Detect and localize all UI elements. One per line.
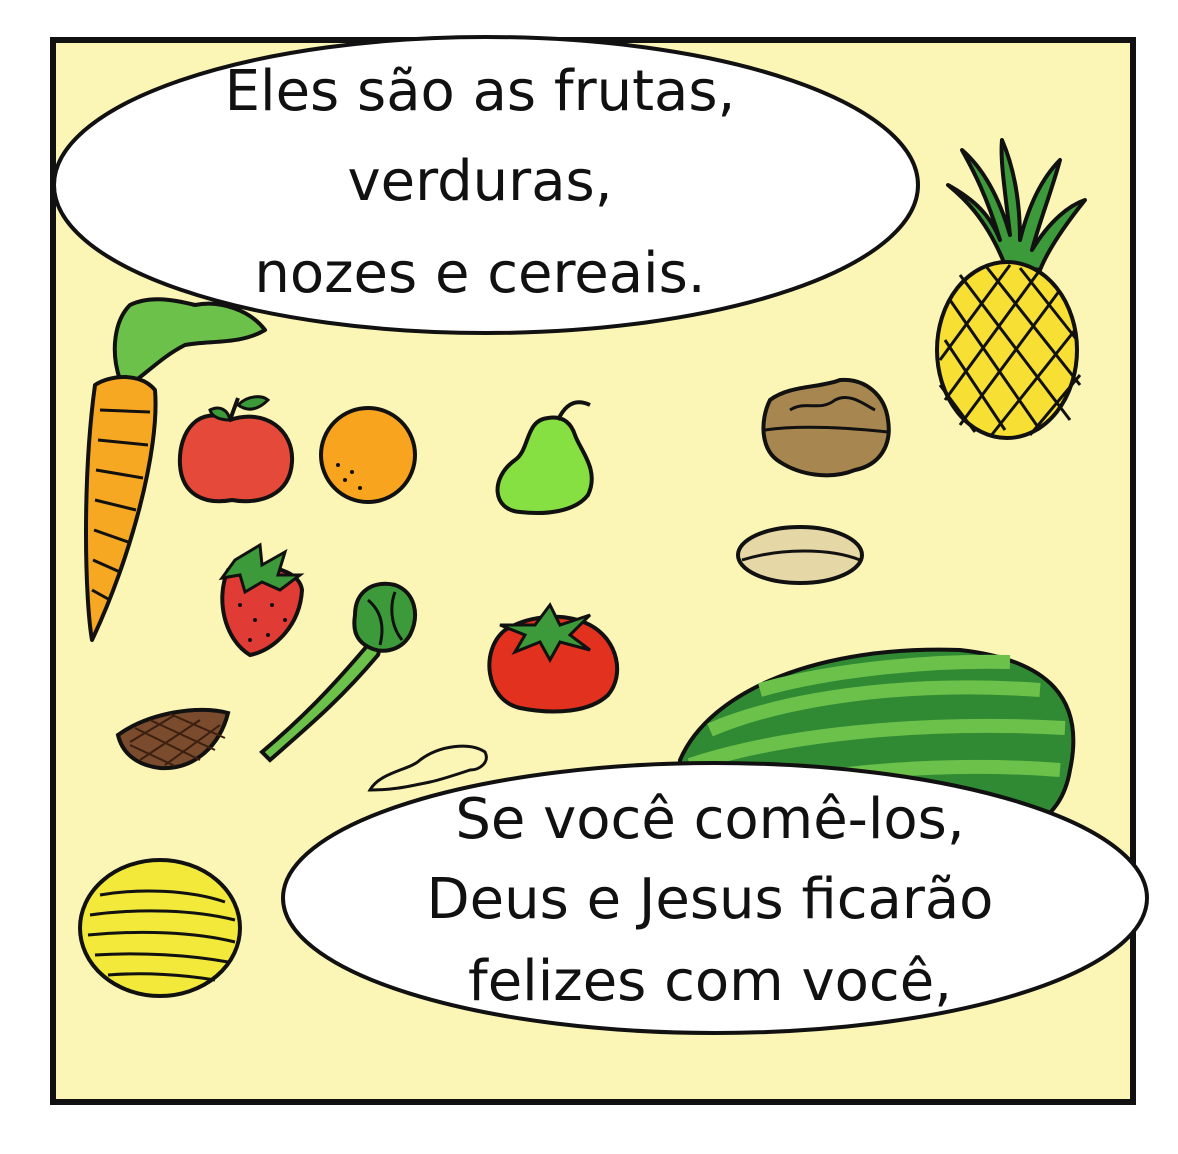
- bubble-top-line-2: verduras,: [347, 149, 613, 214]
- walnut-icon: [763, 380, 888, 475]
- bubble-top-line-1: Eles são as frutas,: [224, 59, 736, 124]
- speech-bubble-top: [54, 37, 918, 333]
- bubble-bottom-line-2: Deus e Jesus ficarão: [426, 867, 994, 932]
- bubble-top-line-3: nozes e cereais.: [254, 241, 706, 306]
- orange-icon: [321, 408, 415, 502]
- bubble-bottom-line-1: Se você comê-los,: [455, 787, 965, 852]
- melon-icon: [80, 860, 240, 996]
- pistachio-icon: [738, 527, 862, 583]
- bubble-bottom-line-3: felizes com você,: [468, 949, 952, 1014]
- speech-bubble-bottom: [283, 763, 1147, 1033]
